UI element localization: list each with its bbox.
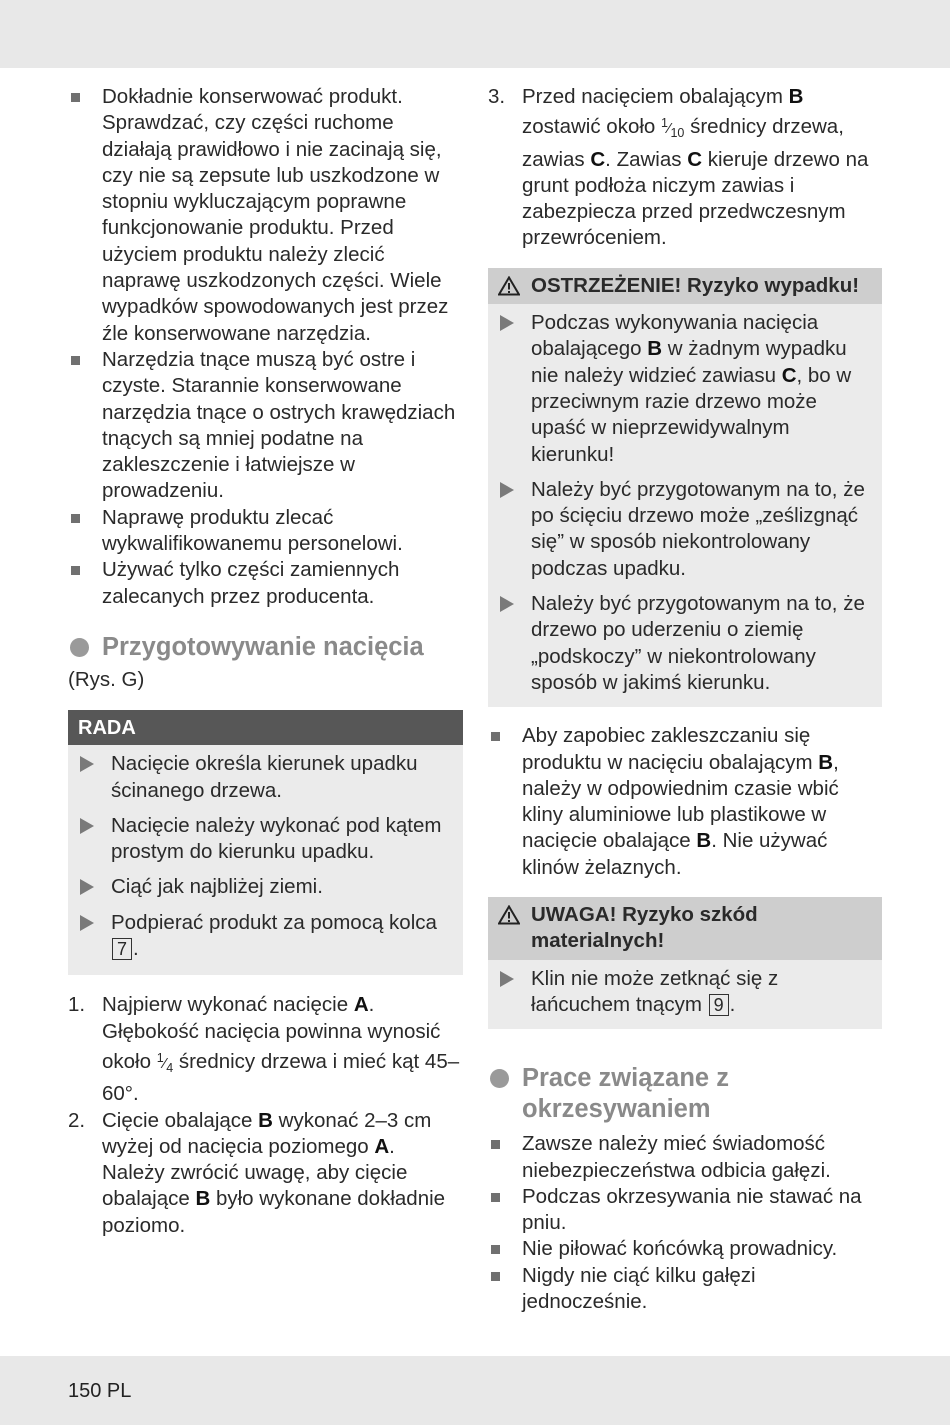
triangle-bullet-icon xyxy=(80,879,94,895)
tip-box xyxy=(68,710,463,975)
list-item: Nigdy nie ciąć kilku gałęzi jednocześnie. xyxy=(488,1263,882,1316)
page-number: 150 PL xyxy=(68,1380,132,1402)
list-item: Narzędzia tnące muszą być ostre i czyste. Starannie konserwowane narzędzia tnące o ostrych krawędziach tnących są mniej podatne na zakleszczenie i łatwiejsze w prowadzeniu. xyxy=(68,347,463,505)
tip-item: Nacięcie należy wykonać pod kątem prostym do kierunku upadku. xyxy=(78,813,451,866)
square-bullet-icon xyxy=(71,356,80,365)
square-bullet-icon xyxy=(491,732,500,741)
tip-item: Ciąć jak najbliżej ziemi. xyxy=(78,874,451,900)
list-item: Używać tylko części zamiennych zalecanych przez producenta. xyxy=(68,557,463,610)
square-bullet-icon xyxy=(491,1140,500,1149)
warning-triangle-icon xyxy=(498,276,520,296)
triangle-bullet-icon xyxy=(80,818,94,834)
warning-triangle-icon xyxy=(498,905,520,925)
step-3: 3. Przed nacięciem obalającym B zostawić około $^1⁄_{10}$ średnicy drzewa, zawias C. Zawias C kieruje drzewo na grunt podłoża niczym zawias i zabezpiecza przed przedwczesnym przewróceniem. xyxy=(488,85,869,250)
list-item: Dokładnie konserwować produkt. Sprawdzać, czy części ruchome działają prawidłowo i nie zacinają się, czy nie są zepsute lub uszkodzone w stopniu wykluczającym poprawne funkcjonowanie produktu. Przed użyciem produktu należy zlecić naprawę uszkodzonych części. Wiele wypadków spowodowanych jest przez źle konserwowane narzędzia. xyxy=(68,84,463,347)
bottom-band xyxy=(0,1356,950,1425)
left-column xyxy=(68,84,463,1239)
square-bullet-icon xyxy=(71,566,80,575)
list-item: Aby zapobiec zakleszczaniu się produktu w nacięciu obalającym B, należy w odpowiednim czasie wbić kliny aluminiowe lub plastikowe w nacięcie obalające B. Nie używać klinów żelaznych. xyxy=(488,723,882,881)
step-2: 2. Cięcie obalające B wykonać 2–3 cm wyżej od nacięcia poziomego A. Należy zwrócić uwagę, aby cięcie obalające B było wykonane dokładnie poziomo. xyxy=(68,1108,446,1237)
square-bullet-icon xyxy=(71,93,80,102)
list-item: Naprawę produktu zlecać wykwalifikowanemu personelowi. xyxy=(68,505,463,558)
tip-heading: RADA xyxy=(68,710,463,745)
list-item: Podczas okrzesywania nie stawać na pniu. xyxy=(488,1184,882,1237)
warning-item: Należy być przygotowanym na to, że drzewo po uderzeniu o ziemię „podskoczy” w niekontrolowany sposób w jakimś kierunku. xyxy=(498,591,870,696)
warning-heading: OSTRZEŻENIE! Ryzyko wypadku! xyxy=(488,268,882,304)
square-bullet-icon xyxy=(71,514,80,523)
triangle-bullet-icon xyxy=(500,596,514,612)
tip-item: Podpierać produkt za pomocą kolca 7 . xyxy=(78,910,451,963)
warning-heading: UWAGA! Ryzyko szkód materialnych! xyxy=(488,897,882,960)
square-bullet-icon xyxy=(491,1272,500,1281)
triangle-bullet-icon xyxy=(80,756,94,772)
warning-box-accident xyxy=(488,268,882,707)
warning-item: Klin nie może zetknąć się z łańcuchem tnącym 9 . xyxy=(498,966,870,1019)
triangle-bullet-icon xyxy=(500,971,514,987)
warning-item: Podczas wykonywania nacięcia obalającego B w żadnym wypadku nie należy widzieć zawiasu C, bo w przeciwnym razie drzewo może upaść w nieprzewidywalnym kierunku! xyxy=(498,310,870,468)
square-bullet-icon xyxy=(491,1245,500,1254)
tip-item: Nacięcie określa kierunek upadku ścinanego drzewa. xyxy=(78,751,451,804)
step-1: 1. Najpierw wykonać nacięcie A. Głębokość nacięcia powinna wynosić około $^1⁄_4$ średnicy drzewa i mieć kąt 45–60°. xyxy=(68,993,460,1106)
figure-reference: (Rys. G) xyxy=(68,667,145,691)
triangle-bullet-icon xyxy=(500,315,514,331)
warning-box-damage xyxy=(488,897,882,1029)
top-band xyxy=(0,0,950,68)
triangle-bullet-icon xyxy=(500,482,514,498)
section-dot-icon xyxy=(70,638,89,657)
part-number-box: 7 xyxy=(112,938,132,960)
part-number-box: 9 xyxy=(709,994,729,1016)
warning-item: Należy być przygotowanym na to, że po ścięciu drzewo może „ześlizgnąć się” w sposób niekontrolowany podczas upadku. xyxy=(498,477,870,582)
list-item: Nie piłować końcówką prowadnicy. xyxy=(488,1236,882,1262)
triangle-bullet-icon xyxy=(80,915,94,931)
square-bullet-icon xyxy=(491,1193,500,1202)
right-column xyxy=(488,84,882,1315)
section-heading-limbing: Prace związane z okrzesywaniem xyxy=(488,1063,882,1125)
list-item: Zawsze należy mieć świadomość niebezpieczeństwa odbicia gałęzi. xyxy=(488,1131,882,1184)
section-heading-notch: Przygotowywanie nacięcia xyxy=(68,632,463,663)
section-dot-icon xyxy=(490,1069,509,1088)
